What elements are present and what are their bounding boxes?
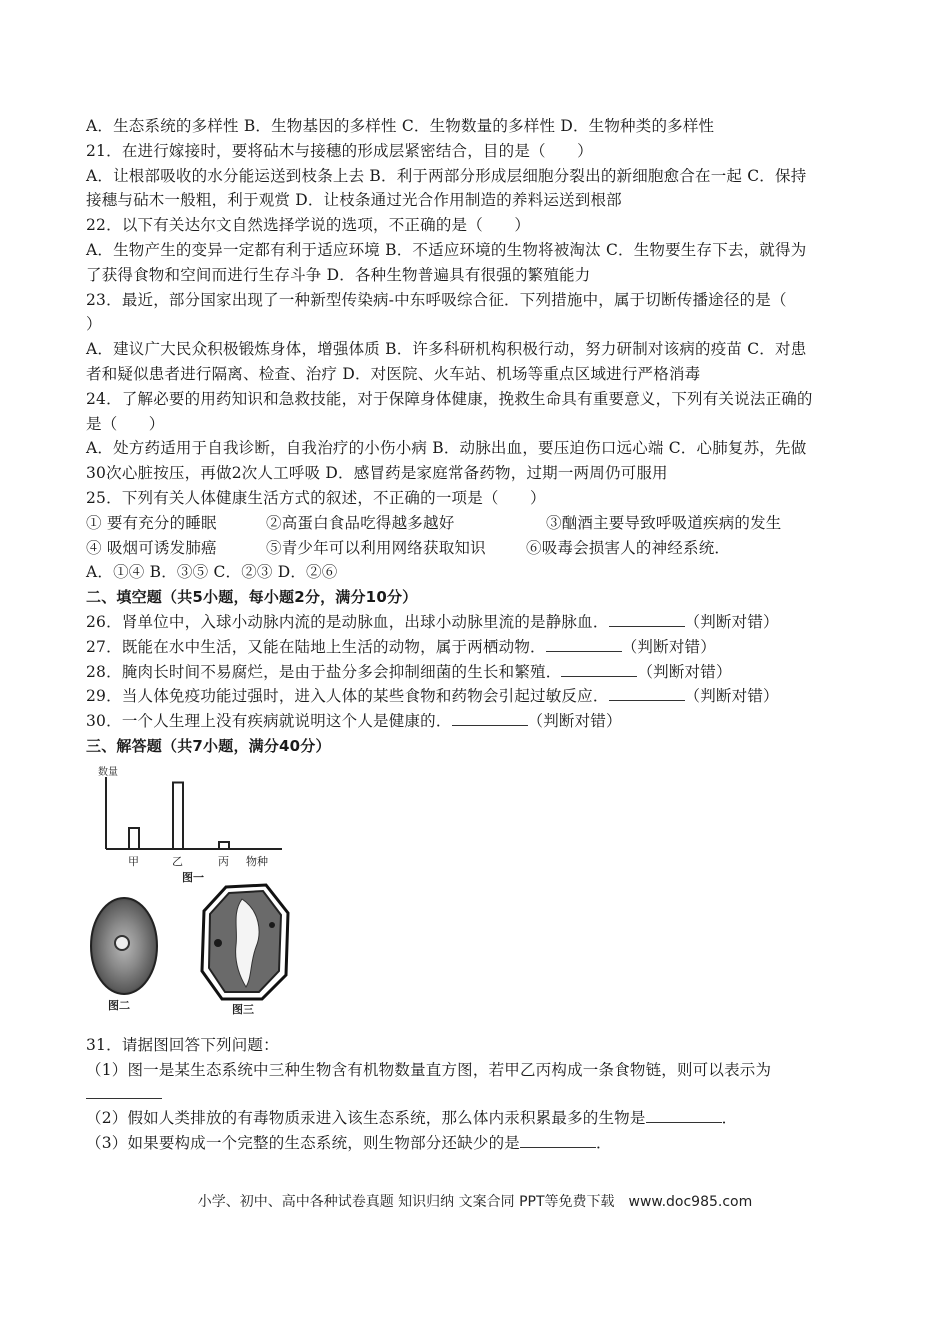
answer-blank[interactable] [86, 1084, 162, 1099]
question-line: 30次心脏按压，再做2次人工呼吸 D．感冒药是家庭常备药物，过期一两周仍可服用 [86, 464, 668, 483]
q25-items-row-2 [86, 536, 876, 561]
figure-1-bar-chart [94, 763, 304, 883]
figures-area [86, 763, 876, 1021]
q25-items-row-1 [86, 511, 876, 536]
question-line: A．生物产生的变异一定都有利于适应环境 B．不适应环境的生物将被淘汰 C．生物要生存下去，就得为 [86, 240, 807, 259]
q31-intro: 31．请据图回答下列问题： [86, 1035, 279, 1054]
answer-blank[interactable] [452, 711, 528, 726]
question-text: 26．肾单位中，入球小动脉内流的是动脉血，出球小动脉里流的是静脉血． [86, 612, 609, 631]
q31-sub3-tail: ． [595, 1134, 612, 1153]
answer-blank[interactable] [609, 612, 685, 627]
q25-item: ③酗酒主要导致呼吸道疾病的发生 [546, 513, 782, 532]
section-3-title: 三、解答题（共7小题，满分40分） [86, 736, 331, 755]
question-line: 了获得食物和空间而进行生存斗争 D．各种生物普遍具有很强的繁殖能力 [86, 265, 591, 284]
question-tail: （判断对错） [684, 687, 779, 706]
figure-3-caption: 图三 [232, 1002, 254, 1016]
y-axis-label: 数量 [98, 766, 118, 778]
answer-blank[interactable] [546, 637, 622, 652]
q25-item: ②高蛋白食品吃得越多越好 [266, 513, 455, 532]
cell-nucleus [115, 936, 129, 950]
q25-item: ⑤青少年可以利用网络获取知识 [266, 538, 486, 557]
bars-group [128, 782, 229, 868]
figure-3-cell [196, 883, 296, 1019]
bar-1 [129, 828, 139, 849]
answer-blank[interactable] [561, 662, 637, 677]
q25-options: A．①④ B．③⑤ C．②③ D．②⑥ [86, 563, 338, 582]
fill-in-question [86, 709, 876, 734]
answer-blank[interactable] [646, 1108, 722, 1123]
question-line: 接穗与砧木一般粗，利于观赏 D．让枝条通过光合作用制造的养料运送到根部 [86, 191, 622, 210]
figure-1-svg [94, 763, 304, 883]
x-tick-label: 乙 [172, 854, 183, 868]
question-line: A．让根部吸收的水分能运送到枝条上去 B．利于两部分形成层细胞分裂出的新细胞愈合在一起 C．保持 [86, 166, 807, 185]
fill-in-question [86, 660, 876, 685]
figure-2-caption: 图二 [108, 998, 130, 1012]
question-line: 者和疑似患者进行隔离、检查、治疗 D．对医院、火车站、机场等重点区域进行严格消毒 [86, 364, 701, 383]
figure-3-svg [196, 883, 296, 1003]
question-line: 21．在进行嫁接时，要将砧木与接穗的形成层紧密结合，目的是（ ） [86, 141, 593, 160]
fill-in-questions [86, 610, 876, 734]
q31-sub2-text: （2）假如人类排放的有毒物质汞进入该生态系统，那么体内汞积累最多的生物是 [86, 1109, 646, 1128]
x-tick-label: 甲 [128, 854, 139, 868]
question-line: 是（ ） [86, 414, 165, 433]
page-footer: 小学、初中、高中各种试卷真题 知识归纳 文案合同 PPT等免费下载 www.doc985.com [197, 1194, 753, 1210]
exam-page [86, 114, 876, 1156]
organelle [269, 922, 275, 928]
question-line: 24．了解必要的用药知识和急救技能，对于保障身体健康，挽救生命具有重要意义，下列有关说法正确的 [86, 389, 813, 408]
fill-in-question [86, 635, 876, 660]
q25-item: ⑥吸毒会损害人的神经系统． [526, 538, 731, 557]
question-line: A．生态系统的多样性 B．生物基因的多样性 C．生物数量的多样性 D．生物种类的多样性 [86, 117, 715, 135]
figure-2-cell [86, 891, 166, 1019]
q31-sub2 [86, 1106, 876, 1131]
q31-sub1: （1）图一是某生态系统中三种生物含有机物数量直方图，若甲乙丙构成一条食物链，则可以表示为 [86, 1060, 772, 1079]
figure-1-caption: 图一 [182, 870, 204, 883]
q25-item: ① 要有充分的睡眠 [86, 513, 217, 532]
question-tail: （判断对错） [637, 662, 732, 681]
question-tail: （判断对错） [621, 637, 716, 656]
fill-in-question [86, 610, 876, 635]
q31-sub1-answer-line [86, 1082, 876, 1106]
question-line: A．建议广大民众积极锻炼身体，增强体质 B．许多科研机构积极行动，努力研制对该病的疫苗 C．对患 [86, 340, 807, 359]
question-line: 25．下列有关人体健康生活方式的叙述，不正确的一项是（ ） [86, 488, 546, 507]
x-axis-label: 物种 [246, 854, 268, 868]
q25-item: ④ 吸烟可诱发肺癌 [86, 538, 217, 557]
question-lines [86, 114, 876, 511]
fill-in-question [86, 684, 876, 709]
question-text: 28．腌肉长时间不易腐烂，是由于盐分多会抑制细菌的生长和繁殖． [86, 662, 562, 681]
bar-2 [173, 782, 183, 849]
bar-3 [219, 842, 229, 849]
q31-sub3-text: （3）如果要构成一个完整的生态系统，则生物部分还缺少的是 [86, 1134, 520, 1153]
q31-sub2-tail: ． [721, 1109, 738, 1128]
question-line: 22．以下有关达尔文自然选择学说的选项，不正确的是（ ） [86, 216, 531, 235]
figure-2-svg [86, 891, 166, 1001]
section-2-title: 二、填空题（共5小题，每小题2分，满分10分） [86, 588, 418, 607]
q31-sub3 [86, 1131, 876, 1156]
question-line: 23．最近，部分国家出现了一种新型传染病-中东呼吸综合征．下列措施中，属于切断传播途径的是（ [86, 290, 787, 309]
answer-blank[interactable] [520, 1133, 596, 1148]
question-line: A．处方药适用于自我诊断，自我治疗的小伤小病 B．动脉出血，要压迫伤口远心端 C．心肺复苏，先做 [86, 439, 807, 458]
x-tick-label: 丙 [218, 854, 229, 868]
question-tail: （判断对错） [527, 712, 622, 731]
question-line: ） [86, 315, 102, 334]
question-text: 29．当人体免疫功能过强时，进入人体的某些食物和药物会引起过敏反应． [86, 687, 609, 706]
organelle [214, 939, 222, 947]
question-text: 30．一个人生理上没有疾病就说明这个人是健康的． [86, 712, 452, 731]
question-text: 27．既能在水中生活，又能在陆地上生活的动物，属于两栖动物． [86, 637, 546, 656]
question-tail: （判断对错） [684, 612, 779, 631]
answer-blank[interactable] [609, 686, 685, 701]
